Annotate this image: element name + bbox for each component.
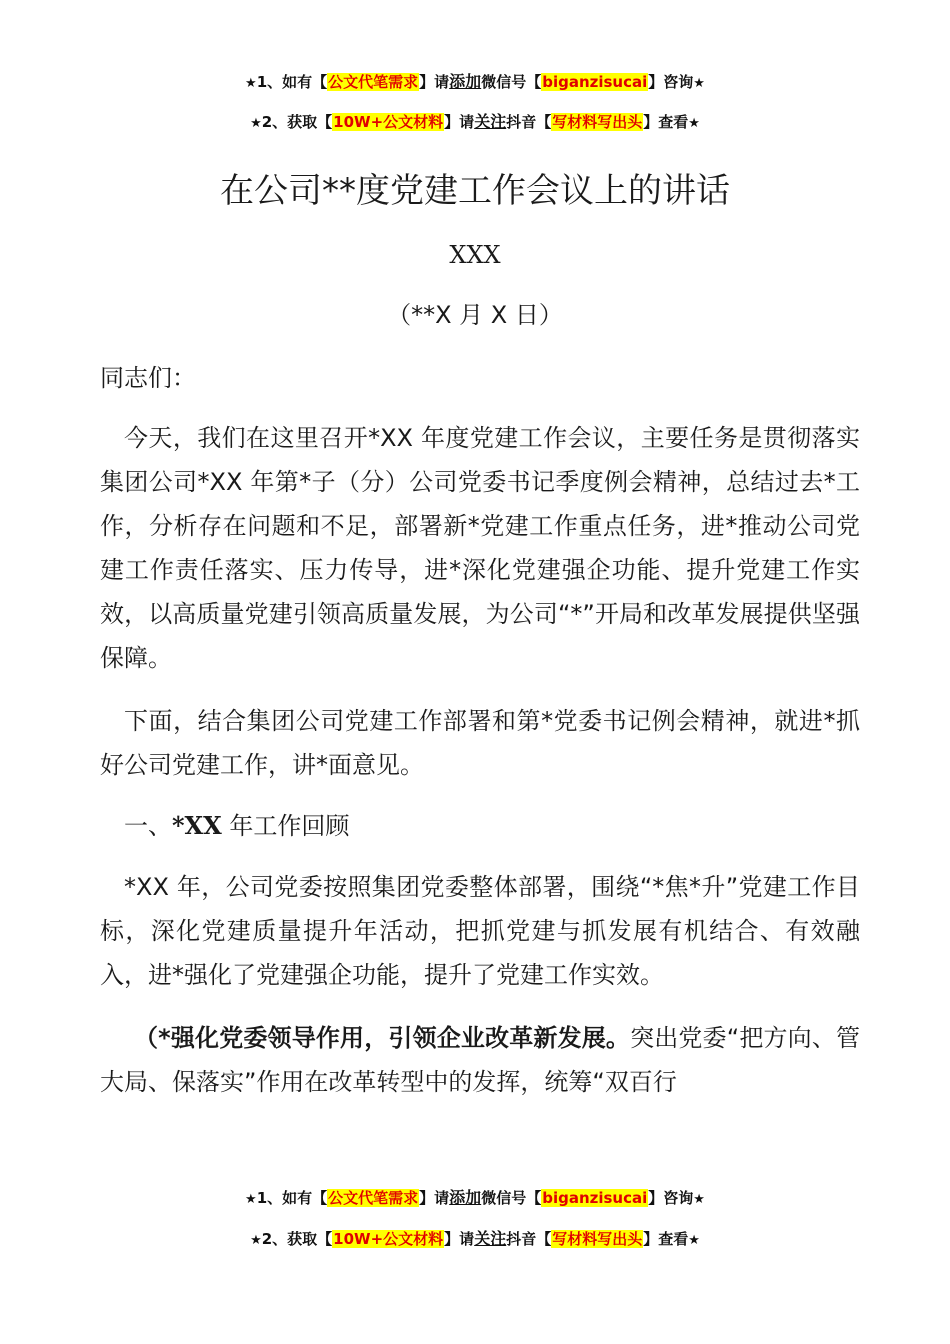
- paragraph-intro: 今天，我们在这里召开*XX 年度党建工作会议，主要任务是贯彻落实集团公司*XX 年第*子（分）公司党委书记季度例会精神，总结过去*工作，分析存在问题和不足，部署新*党建工作重点任务，进*推动公司党建工作责任落实、压力传导，进*深化党建强企功能、提升党建工作实效，以高质量党建引领高质量发展，为公司“*”开局和改革发展提供坚强保障。: [100, 424, 860, 672]
- banner-text: 】咨询: [648, 1189, 694, 1207]
- banner-text: 1、如有【: [256, 1189, 328, 1207]
- banner-wechat-id: biganzisucai: [542, 73, 648, 91]
- star-icon: ★: [250, 116, 262, 131]
- banner-text: 2、获取【: [261, 113, 333, 131]
- top-banner-line-1: [0, 71, 950, 95]
- salutation: 同志们：: [100, 364, 196, 392]
- banner-text: 微信号【: [481, 73, 542, 91]
- paragraph-review: *XX 年，公司党委按照集团党委整体部署，围绕“*焦*升”党建工作目标，深化党建质量提升年活动，把抓党建与抓发展有机结合、有效融入，进*强化了党建强企功能，提升了党建工作实效。: [100, 873, 860, 989]
- banner-underlined-text: 添加: [449, 72, 482, 91]
- document-author: XXX: [449, 241, 501, 269]
- document-date: （**X 月 X 日）: [387, 301, 563, 329]
- banner-highlight: 10W+公文材料: [333, 1230, 444, 1248]
- banner-text: 】请: [419, 73, 450, 91]
- banner-douyin-name: 写材料写出头: [552, 113, 643, 131]
- banner-douyin-name: 写材料写出头: [552, 1230, 643, 1248]
- star-icon: ★: [245, 1192, 257, 1207]
- section-title: 年工作回顾: [221, 812, 350, 840]
- star-icon: ★: [693, 1192, 705, 1207]
- paragraph-subsection-1: [100, 1016, 860, 1104]
- star-icon: ★: [245, 76, 257, 91]
- star-icon: ★: [693, 76, 705, 91]
- bottom-banner-line-1: [0, 1187, 950, 1211]
- banner-underlined-text: 添加: [449, 1188, 482, 1207]
- paragraph-outline: 下面，结合集团公司党建工作部署和第*党委书记例会精神，就进*抓好公司党建工作，讲*面意见。: [100, 707, 860, 779]
- banner-text: 2、获取【: [261, 1230, 333, 1248]
- section-year: *XX: [172, 811, 222, 840]
- star-icon: ★: [688, 1233, 700, 1248]
- subsection-text: 突出党委“把方向、管大局、保落实”作用在改革转型中的发挥，统筹“双百行: [100, 1024, 860, 1096]
- document-title: 在公司**度党建工作会议上的讲话: [220, 171, 730, 211]
- banner-text: 1、如有【: [256, 73, 328, 91]
- banner-wechat-id: biganzisucai: [542, 1189, 648, 1207]
- banner-text: 抖音【: [506, 1230, 552, 1248]
- banner-underlined-text: 关注: [474, 1229, 507, 1248]
- banner-text: 】请: [444, 1230, 475, 1248]
- section-heading-1: [100, 804, 860, 848]
- bottom-banner-line-2: [0, 1228, 950, 1252]
- star-icon: ★: [250, 1233, 262, 1248]
- banner-text: 】查看: [643, 1230, 689, 1248]
- banner-highlight: 10W+公文材料: [333, 113, 444, 131]
- banner-text: 】请: [444, 113, 475, 131]
- banner-text: 】咨询: [648, 73, 694, 91]
- banner-highlight: 公文代笔需求: [328, 1189, 419, 1207]
- banner-text: 】请: [419, 1189, 450, 1207]
- section-number: 一、: [124, 812, 172, 840]
- banner-underlined-text: 关注: [474, 112, 507, 131]
- banner-text: 抖音【: [506, 113, 552, 131]
- top-banner-line-2: [0, 111, 950, 135]
- banner-highlight: 公文代笔需求: [328, 73, 419, 91]
- banner-text: 】查看: [643, 113, 689, 131]
- subsection-heading: （*强化党委领导作用，引领企业改革新发展。: [134, 1024, 631, 1052]
- banner-text: 微信号【: [481, 1189, 542, 1207]
- star-icon: ★: [688, 116, 700, 131]
